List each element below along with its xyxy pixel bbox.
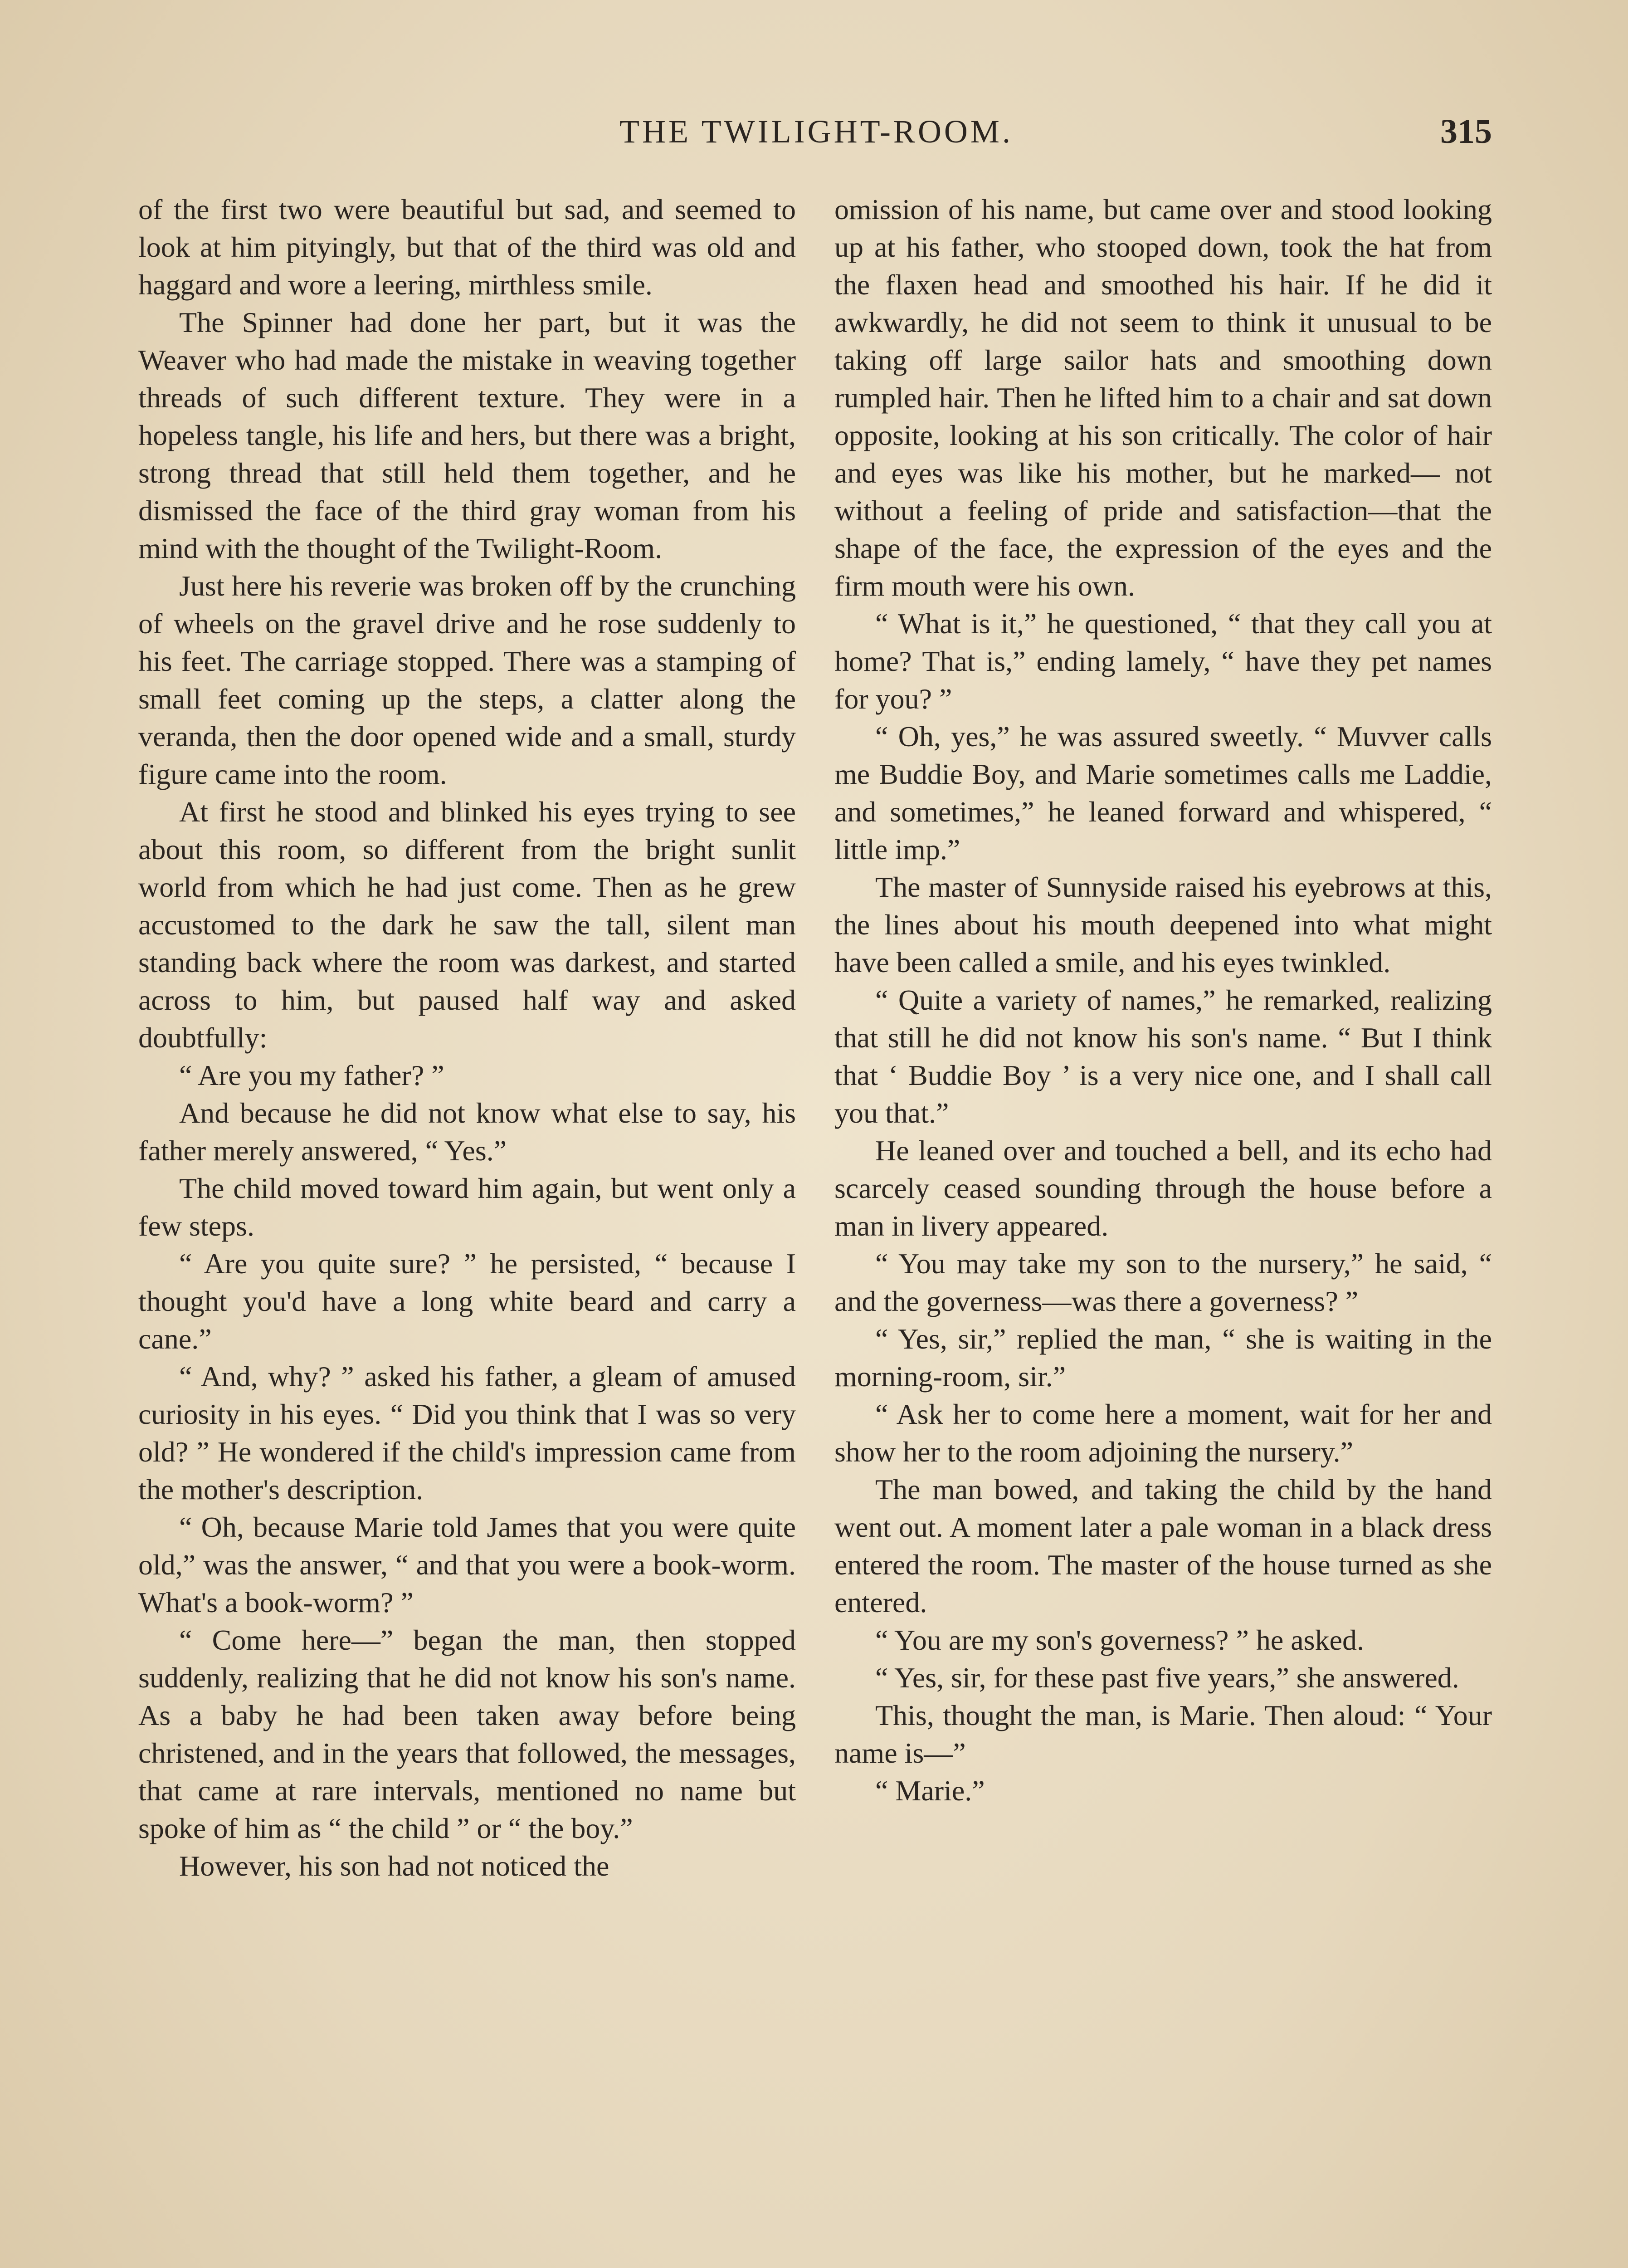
paragraph: However, his son had not noticed the xyxy=(179,1850,609,1882)
paragraph: The Spinner had done her part, but it was the Weaver who had made the mistake in weaving together threads of such different texture. They were in a hopeless tangle, his life and hers, but there was a bright, strong thread that still held them together, and he dismissed the face of the third gray woman from his mind with the thought of the Twilight-Room. xyxy=(138,306,796,564)
paragraph: At first he stood and blinked his eyes trying to see about this room, so different from the bright sunlit world from which he had just come. Then as he grew accustomed to the dark he saw the tall, silent man standing back where the room was darkest, and started across to him, but paused half way and asked doubtfully: xyxy=(138,796,796,1054)
paragraph: The master of Sunnyside raised his eyebrows at this, the lines about his mouth deepened into what might have been called a smile, and his eyes twinkled. xyxy=(834,871,1492,978)
paragraph: “ Yes, sir,” replied the man, “ she is waiting in the morning-room, sir.” xyxy=(834,1323,1492,1393)
paragraph: “ Yes, sir, for these past five years,” she answered. xyxy=(875,1662,1459,1694)
page-number: 315 xyxy=(1440,112,1492,151)
text-columns xyxy=(138,191,1492,2268)
paragraph: omission of his name, but came over and stood looking up at his father, who stooped down, took the hat from the flaxen head and smoothed his hair. If he did it awkwardly, he did not seem to think it unusual to be taking off large sailor hats and smoothing down rumpled hair. Then he lifted him to a chair and sat down opposite, looking at his son critically. The color of hair and eyes was like his mother, but he marked— not without a feeling of pride and satisfaction—that the shape of the face, the expression of the eyes and the firm mouth were his own. xyxy=(834,193,1492,602)
paragraph: “ Are you quite sure? ” he persisted, “ because I thought you'd have a long white beard and carry a cane.” xyxy=(138,1247,796,1355)
paragraph: “ Oh, yes,” he was assured sweetly. “ Muvver calls me Buddie Boy, and Marie sometimes calls me Laddie, and sometimes,” he leaned forward and whispered, “ little imp.” xyxy=(834,720,1492,865)
paragraph: “ You are my son's governess? ” he asked. xyxy=(875,1624,1364,1656)
paragraph: “ Oh, because Marie told James that you were quite old,” was the answer, “ and that you were a book-worm. What's a book-worm? ” xyxy=(138,1511,796,1618)
paragraph: “ Are you my father? ” xyxy=(179,1059,444,1091)
paragraph: of the first two were beautiful but sad, and seemed to look at him pityingly, but that of the third was old and haggard and wore a leering, mirthless smile. xyxy=(138,193,796,301)
right-column xyxy=(834,191,1492,2268)
paragraph: “ Ask her to come here a moment, wait for her and show her to the room adjoining the nursery.” xyxy=(834,1398,1492,1468)
paragraph: “ Come here—” began the man, then stopped suddenly, realizing that he did not know his son's name. As a baby he had been taken away before being christened, and in the years that followed, the messages, that came at rare intervals, mentioned no name but spoke of him as “ the child ” or “ the boy.” xyxy=(138,1624,796,1844)
running-title: THE TWILIGHT-ROOM. xyxy=(619,113,1013,150)
page-header xyxy=(141,104,1492,159)
paragraph: The child moved toward him again, but went only a few steps. xyxy=(138,1172,796,1242)
paragraph: “ And, why? ” asked his father, a gleam of amused curiosity in his eyes. “ Did you think that I was so very old? ” He wondered if the child's impression came from the mother's description. xyxy=(138,1360,796,1505)
paragraph: And because he did not know what else to say, his father merely answered, “ Yes.” xyxy=(138,1097,796,1167)
paragraph: Just here his reverie was broken off by the crunching of wheels on the gravel drive and he rose suddenly to his feet. The carriage stopped. There was a stamping of small feet coming up the steps, a clatter along the veranda, then the door opened wide and a small, sturdy figure came into the room. xyxy=(138,570,796,790)
left-column xyxy=(138,191,796,2268)
paragraph: He leaned over and touched a bell, and its echo had scarcely ceased sounding through the house before a man in livery appeared. xyxy=(834,1134,1492,1242)
paragraph: This, thought the man, is Marie. Then aloud: “ Your name is—” xyxy=(834,1699,1492,1769)
paragraph: “ What is it,” he questioned, “ that they call you at home? That is,” ending lamely, “ have they pet names for you? ” xyxy=(834,607,1492,715)
paragraph: The man bowed, and taking the child by the hand went out. A moment later a pale woman in a black dress entered the room. The master of the house turned as she entered. xyxy=(834,1473,1492,1618)
paragraph: “ Quite a variety of names,” he remarked, realizing that still he did not know his son's name. “ But I think that ‘ Buddie Boy ’ is a very nice one, and I shall call you that.” xyxy=(834,984,1492,1129)
paragraph: “ You may take my son to the nursery,” he said, “ and the governess—was there a governess? ” xyxy=(834,1247,1492,1317)
paragraph: “ Marie.” xyxy=(875,1774,985,1807)
